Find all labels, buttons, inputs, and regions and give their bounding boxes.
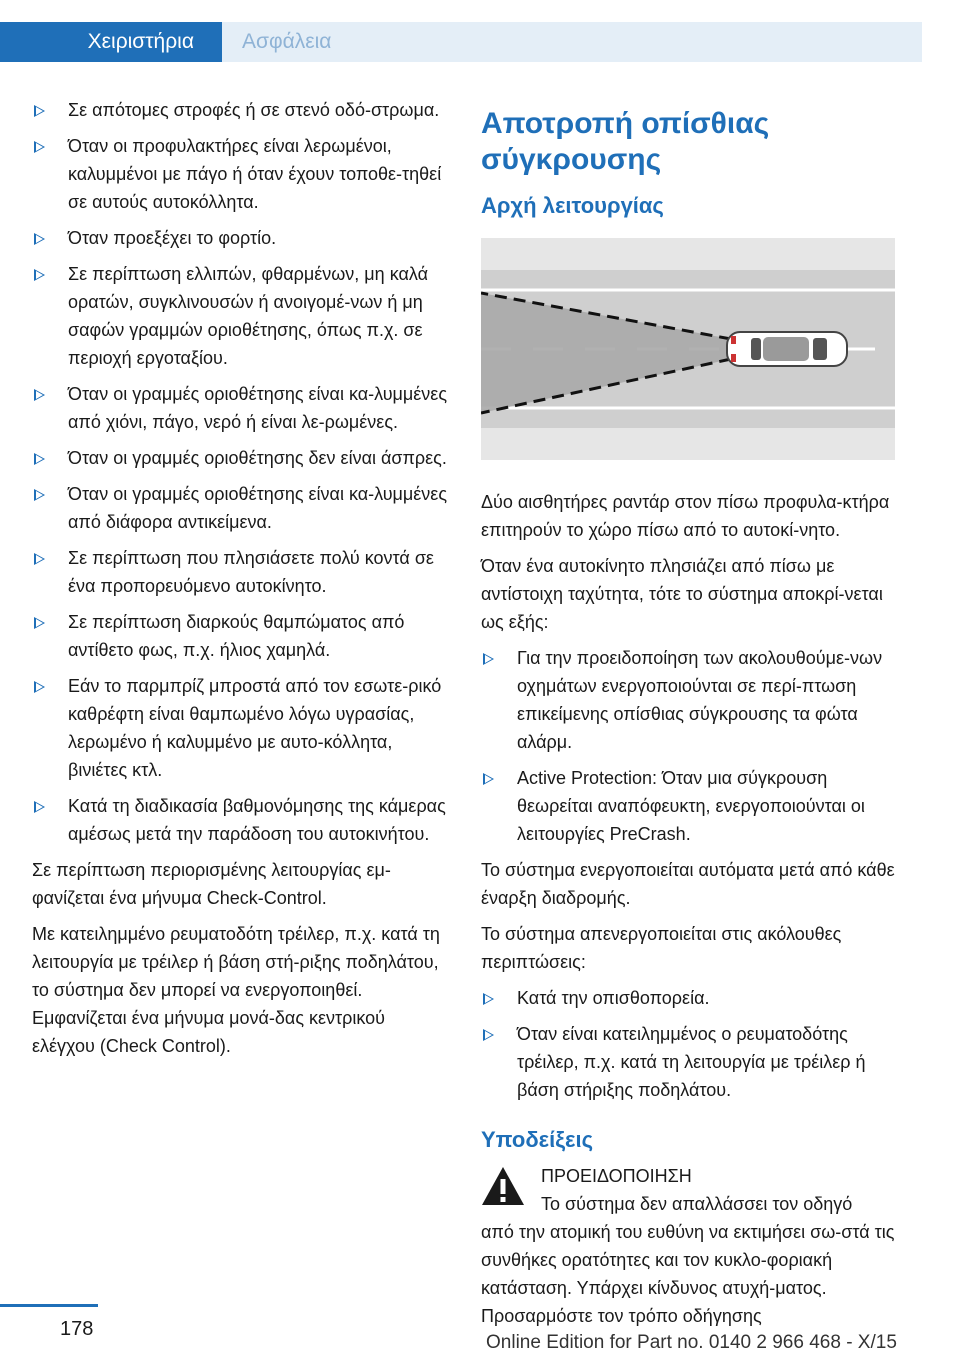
triangle-bullet-icon: [34, 453, 45, 465]
approach-paragraph: Όταν ένα αυτοκίνητο πλησιάζει από πίσω με αντίστοιχη ταχύτητα, τότε το σύστημα αποκρί-νεται ως εξής:: [481, 556, 883, 632]
warning-box: [481, 1162, 899, 1330]
list-item: Για την προειδοποίηση των ακολουθούμε-νων οχημάτων ενεργοποιούνται σε περί-πτωση επικείμενης οπίσθιας σύγκρουσης τα φώτα αλάρμ.: [481, 644, 899, 756]
triangle-bullet-icon: [34, 681, 45, 693]
section-subtitle: Αρχή λειτουργίας: [481, 193, 664, 218]
check-control-paragraph: Σε περίπτωση περιορισμένης λειτουργίας εμ-φανίζεται ένα μήνυμα Check-Control.: [32, 860, 391, 908]
sensors-paragraph: Δύο αισθητήρες ραντάρ στον πίσω προφυλα-κτήρα επιτηρούν το χώρο πίσω από το αυτοκί-νητο.: [481, 492, 890, 540]
trailer-paragraph: Με κατειλημμένο ρευματοδότη τρέιλερ, π.χ. κατά τη λειτουργία με τρέιλερ ή βάση στή-ριξης ποδηλάτου, το σύστημα δεν μπορεί να ενεργοποιηθεί. Εμφανίζεται ένα μήνυμα μονά-δας κεντρικού ελέγχου (Check Control).: [32, 924, 440, 1056]
deactivation-paragraph: Το σύστημα απενεργοποιείται στις ακόλουθες περιπτώσεις:: [481, 924, 842, 972]
list-item: Εάν το παρμπρίζ μπροστά από τον εσωτε-ρικό καθρέφτη είναι θαμπωμένο λόγω υγρασίας, λερωμένο ή καλυμμένο με αυτο-κόλλητα, βινιέτες κτλ.: [32, 672, 450, 784]
triangle-bullet-icon: [34, 269, 45, 281]
deactivation-list: [481, 984, 899, 1104]
edition-footer: Online Edition for Part no. 0140 2 966 468 - X/15: [486, 1332, 897, 1353]
footer-rule: [0, 1304, 98, 1307]
list-item: Active Protection: Όταν μια σύγκρουση θεωρείται αναπόφευκτη, ενεργοποιούνται οι λειτουργίες PreCrash.: [481, 764, 899, 848]
list-item: Όταν είναι κατειλημμένος ο ρευματοδότης τρέιλερ, π.χ. κατά τη λειτουργία με τρέιλερ ή βάση στήριξης ποδηλάτου.: [481, 1020, 899, 1104]
header-bar: [0, 0, 960, 62]
triangle-bullet-icon: [34, 389, 45, 401]
list-item: Όταν οι γραμμές οριοθέτησης είναι κα-λυμμένες από χιόνι, πάγο, νερό ή είναι λε-ρωμένες.: [32, 380, 450, 436]
tab-controls[interactable]: Χειριστήρια: [0, 22, 222, 62]
triangle-bullet-icon: [34, 553, 45, 565]
notes-heading: Υποδείξεις: [481, 1127, 594, 1152]
activation-paragraph: Το σύστημα ενεργοποιείται αυτόματα μετά από κάθε έναρξη διαδρομής.: [481, 860, 895, 908]
left-column: [32, 96, 450, 1068]
list-item: Σε περίπτωση διαρκούς θαμπώματος από αντίθετο φως, π.χ. ήλιος χαμηλά.: [32, 608, 450, 664]
triangle-bullet-icon: [34, 617, 45, 629]
rear-radar-illustration: [481, 238, 895, 460]
list-item: Σε απότομες στροφές ή σε στενό οδό-στρωμα.: [32, 96, 450, 124]
triangle-bullet-icon: [34, 105, 45, 117]
triangle-bullet-icon: [483, 993, 494, 1005]
list-item: Όταν οι γραμμές οριοθέτησης δεν είναι άσπρες.: [32, 444, 450, 472]
section-title: Αποτροπή οπίσθιας σύγκρουσης: [481, 107, 770, 176]
triangle-bullet-icon: [483, 653, 494, 665]
warning-title: ΠΡΟΕΙΔΟΠΟΙΗΣΗ: [541, 1166, 692, 1186]
list-item: Σε περίπτωση ελλιπών, φθαρμένων, μη καλά ορατών, συγκλινουσών ή ανοιγομέ-νων ή μη σαφών γραμμών οριοθέτησης, όπως π.χ. σε περιοχή εργοταξίου.: [32, 260, 450, 372]
car-icon: [727, 332, 847, 366]
list-item: Κατά την οπισθοπορεία.: [481, 984, 899, 1012]
triangle-bullet-icon: [483, 1029, 494, 1041]
tab-safety[interactable]: Ασφάλεια: [222, 22, 922, 62]
triangle-bullet-icon: [34, 489, 45, 501]
right-column: [481, 96, 899, 1330]
warning-body-first-line: Το σύστημα δεν απαλλάσσει τον οδηγό: [541, 1194, 853, 1214]
list-item: Όταν οι προφυλακτήρες είναι λερωμένοι, καλυμμένοι με πάγο ή όταν έχουν τοποθε-τηθεί σε αυτούς αυτοκόλλητα.: [32, 132, 450, 216]
page-number: 178: [60, 1318, 94, 1340]
response-list: [481, 644, 899, 848]
warning-body: από την ατομική του ευθύνη να εκτιμήσει σω-στά τις συνθήκες ορατότητες και τον κυκλο-φοριακή κατάσταση. Υπάρχει κίνδυνος ατυχή-ματος. Προσαρμόστε τον τρόπο οδήγησης: [481, 1222, 895, 1326]
list-item: Σε περίπτωση που πλησιάσετε πολύ κοντά σε ένα προπορευόμενο αυτοκίνητο.: [32, 544, 450, 600]
triangle-bullet-icon: [34, 141, 45, 153]
triangle-bullet-icon: [483, 773, 494, 785]
list-item: Όταν προεξέχει το φορτίο.: [32, 224, 450, 252]
triangle-bullet-icon: [34, 233, 45, 245]
list-item: Όταν οι γραμμές οριοθέτησης είναι κα-λυμμένες από διάφορα αντικείμενα.: [32, 480, 450, 536]
limitations-list: [32, 96, 450, 848]
list-item: Κατά τη διαδικασία βαθμονόμησης της κάμερας αμέσως μετά την παράδοση του αυτοκινήτου.: [32, 792, 450, 848]
warning-icon: [481, 1166, 525, 1206]
triangle-bullet-icon: [34, 801, 45, 813]
